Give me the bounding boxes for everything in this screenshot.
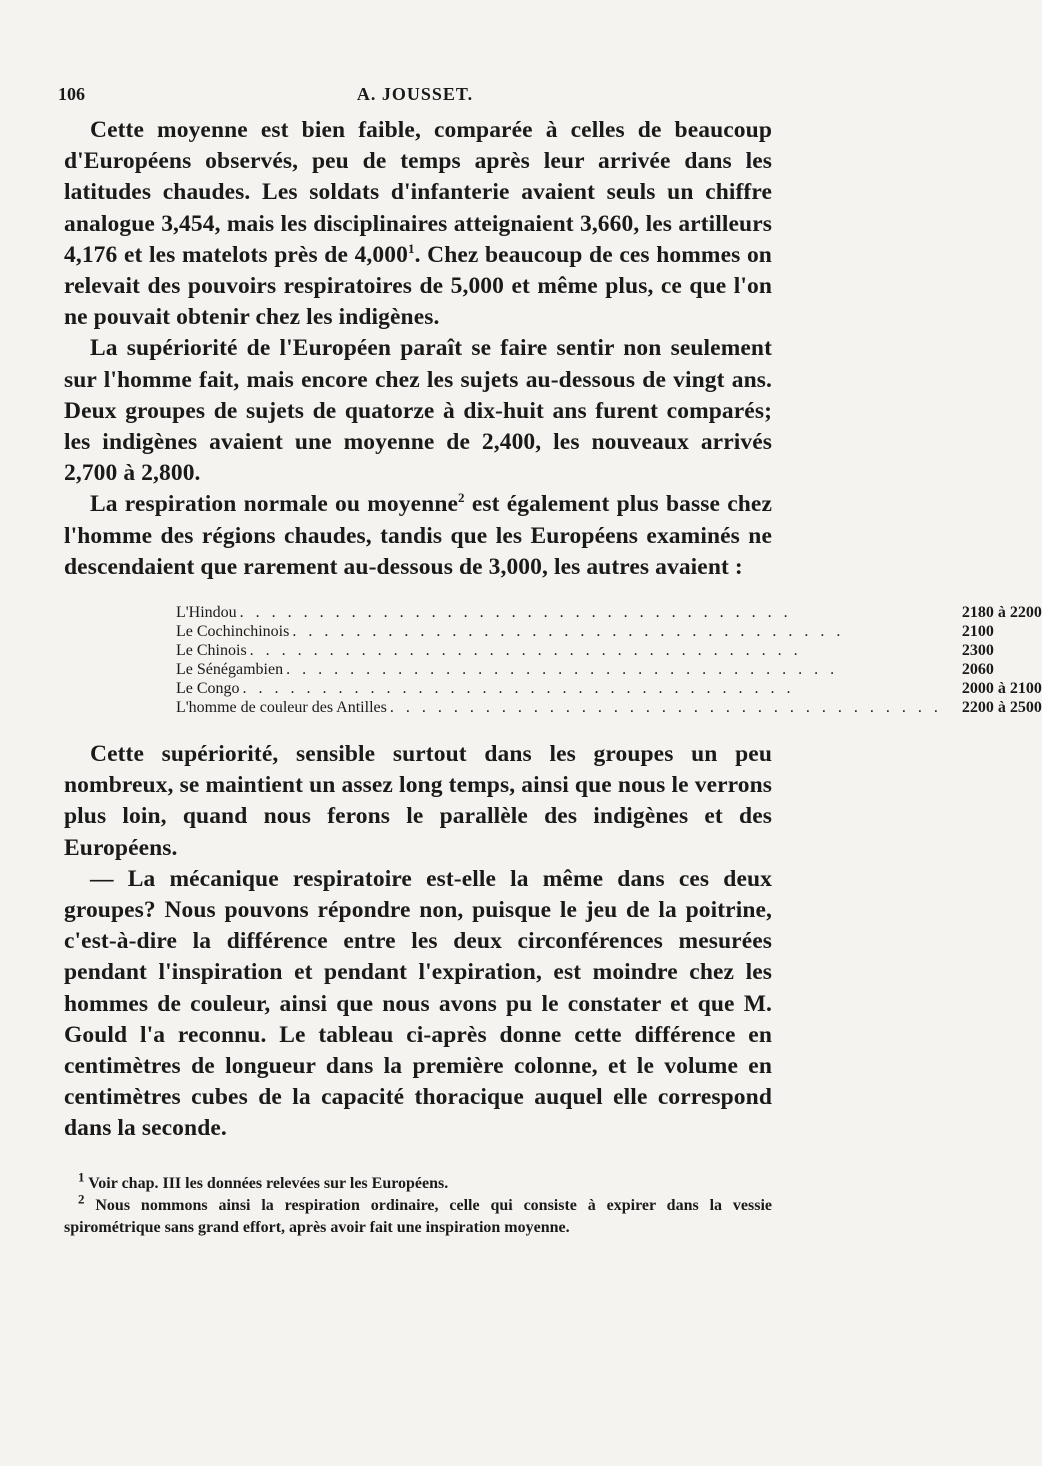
table-row [176,641,1042,660]
row-label: L'Hindou [176,604,240,621]
row-value: 2180 à 2200 [961,604,1042,622]
paragraph-3 [64,489,772,583]
footnote-2 [64,1191,772,1239]
footnote-mark-1: 1 [78,1169,85,1185]
paragraph-1-tail: . Chez beaucoup de ces hommes on relevait des pouvoirs respiratoires de 5,000 et même plus, ce que l'on ne pouvait obtenir chez les indigènes. [64,241,772,331]
footnote-2-text: Nous nommons ainsi la respiration ordinaire, celle qui consiste à expirer dans la vessie spirométrique sans grand effort, après avoir fait une inspiration moyenne. [64,1196,772,1236]
footnote-1 [64,1169,772,1195]
page-number: 106 [58,84,85,104]
row-label: Le Chinois [176,642,250,659]
footnote-ref-2: 2 [458,490,465,506]
leader-dots: . . . . . . . . . . . . . . . . . . . . . . . . . . . . . . . . . . . [239,604,792,622]
footnotes [64,1169,772,1239]
leader-dots: . . . . . . . . . . . . . . . . . . . . . . . . . . . . . . . . . . . [389,699,942,717]
paragraph-2: La supériorité de l'Européen paraît se faire sentir non seulement sur l'homme fait, mais encore chez les sujets au-dessous de vingt ans. Deux groupes de sujets de quatorze à dix-huit ans furent comparés; les indigènes avaient une moyenne de 2,400, les nouveaux arrivés 2,700 à 2,800. [64,335,772,487]
table-label-cell [176,679,942,698]
row-label: Le Congo [176,680,243,697]
table-row [176,698,1042,717]
running-header [58,84,772,105]
row-label: Le Sénégambien [176,661,286,678]
footnote-ref-1: 1 [407,240,415,256]
table-row [176,603,1042,622]
leader-dots: . . . . . . . . . . . . . . . . . . . . . . . . . . . . . . . . . . . [242,680,795,698]
respiration-table [176,603,1042,717]
row-value: 2200 à 2500 [961,699,1042,717]
page [58,84,1042,1239]
leader-dots: . . . . . . . . . . . . . . . . . . . . . . . . . . . . . . . . . . . [249,642,802,660]
table-label-cell [176,622,942,641]
row-value: 2060 [961,661,994,679]
leader-dots: . . . . . . . . . . . . . . . . . . . . . . . . . . . . . . . . . . . [292,623,845,641]
leader-dots: . . . . . . . . . . . . . . . . . . . . . . . . . . . . . . . . . . . [286,661,839,679]
row-label: Le Cochinchinois [176,623,292,640]
row-value: 2000 à 2100 [961,680,1042,698]
paragraph-4: Cette supériorité, sensible surtout dans les groupes un peu nombreux, se maintient un assez long temps, ainsi que nous le verrons plus loin, quand nous ferons le parallèle des indigènes et des Européens. [64,741,772,861]
table-row [176,622,1042,641]
paragraph-1 [64,115,772,333]
table-label-cell [176,603,942,622]
table-label-cell [176,660,942,679]
table-row [176,679,1042,698]
footnote-1-text: Voir chap. III les données relevées sur les Européens. [88,1174,449,1192]
row-label: L'homme de couleur des Antilles [176,699,390,716]
paragraph-3-tail: est également plus basse chez l'homme des régions chaudes, tandis que les Européens examinés ne descendaient que rarement au-dessous de 3,000, les autres avaient : [64,491,772,580]
paragraph-1-text: Cette moyenne est bien faible, comparée à celles de beaucoup d'Européens observés, peu de temps après leur arrivée dans les latitudes chaudes. Les soldats d'infanterie avaient seuls un chiffre analogue 3,454, mais les disciplinaires atteignaient 3,660, les artilleurs 4,176 et les matelots près de 4,000 [64,117,772,268]
row-value: 2300 [961,642,994,660]
paragraph-5: — La mécanique respiratoire est-elle la même dans ces deux groupes? Nous pouvons répondre non, puisque le jeu de la poitrine, c'est-à-dire la différence entre les deux circonférences mesurées pendant l'inspiration et pendant l'expiration, est moindre chez les hommes de couleur, ainsi que nous avons pu le constater et que M. Gould l'a reconnu. Le tableau ci-après donne cette différence en centimètres de longueur dans la première colonne, et le volume en centimètres cubes de la capacité thoracique auquel elle correspond dans la seconde. [64,865,772,1142]
running-title: A. JOUSSET. [356,84,474,104]
table-row [176,660,1042,679]
table-label-cell [176,698,942,717]
row-value: 2100 [961,623,994,641]
paragraph-3-text: La respiration normale ou moyenne [90,491,459,518]
footnote-mark-2: 2 [78,1191,85,1207]
table-label-cell [176,641,942,660]
